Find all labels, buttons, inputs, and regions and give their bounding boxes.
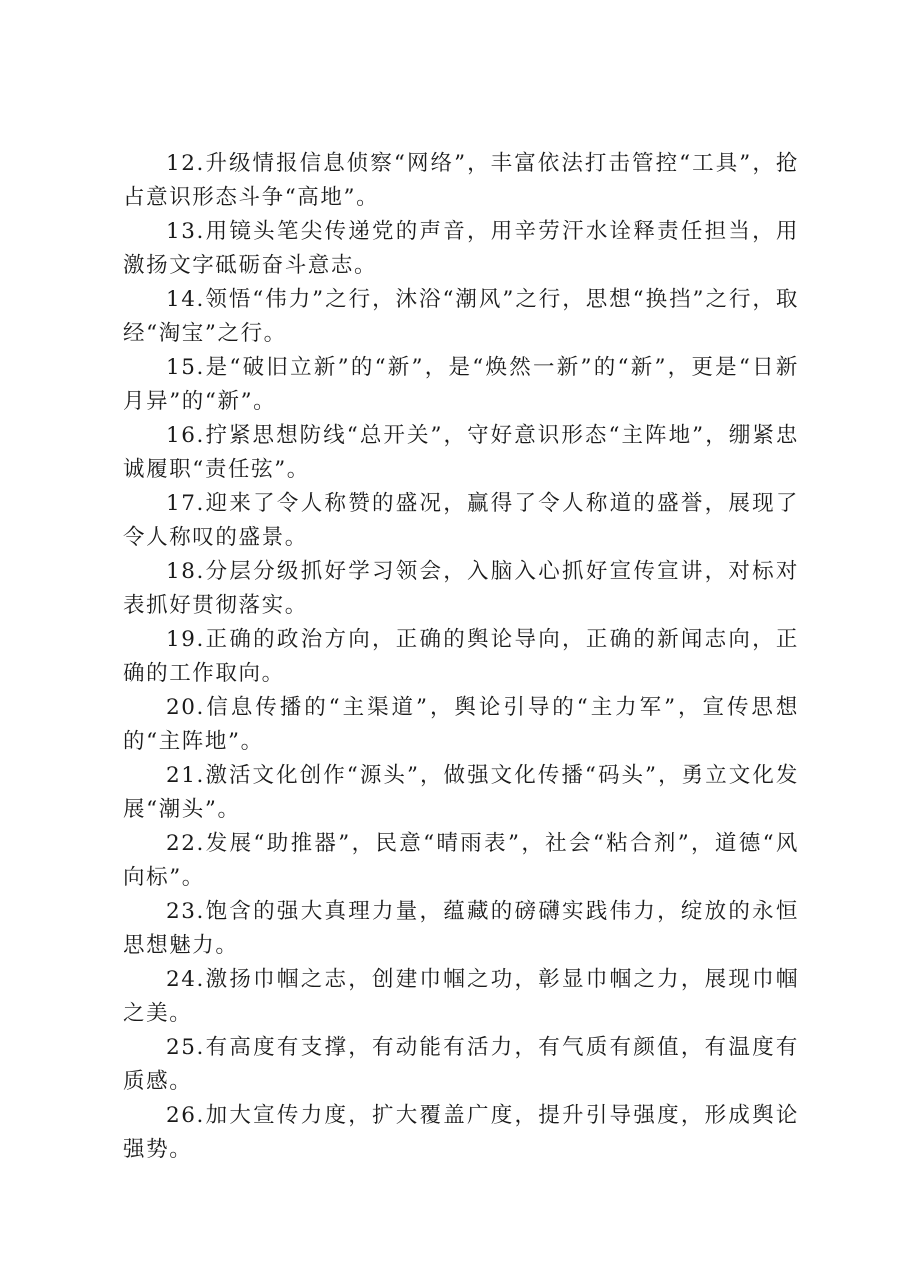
list-item: 18.分层分级抓好学习领会，入脑入心抓好宣传宣讲，对标对表抓好贯彻落实。 bbox=[123, 559, 799, 618]
list-item: 24.激扬巾帼之志，创建巾帼之功，彰显巾帼之力，展现巾帼之美。 bbox=[123, 967, 799, 1026]
list-item: 14.领悟“伟力”之行，沐浴“潮风”之行，思想“换挡”之行，取经“淘宝”之行。 bbox=[123, 287, 799, 346]
document-body bbox=[123, 147, 799, 1167]
list-item: 12.升级情报信息侦察“网络”，丰富依法打击管控“工具”，抢占意识形态斗争“高地”。 bbox=[123, 151, 799, 210]
list-item: 20.信息传播的“主渠道”，舆论引导的“主力军”，宣传思想的“主阵地”。 bbox=[123, 695, 799, 754]
list-item: 15.是“破旧立新”的“新”，是“焕然一新”的“新”，更是“日新月异”的“新”。 bbox=[123, 355, 799, 414]
list-item: 23.饱含的强大真理力量，蕴藏的磅礴实践伟力，绽放的永恒思想魅力。 bbox=[123, 899, 799, 958]
list-item: 16.拧紧思想防线“总开关”，守好意识形态“主阵地”，绷紧忠诚履职“责任弦”。 bbox=[123, 423, 799, 482]
list-item: 19.正确的政治方向，正确的舆论导向，正确的新闻志向，正确的工作取向。 bbox=[123, 627, 799, 686]
list-item: 13.用镜头笔尖传递党的声音，用辛劳汗水诠释责任担当，用激扬文字砥砺奋斗意志。 bbox=[123, 219, 799, 278]
list-item: 22.发展“助推器”，民意“晴雨表”，社会“粘合剂”，道德“风向标”。 bbox=[123, 831, 799, 890]
list-item: 25.有高度有支撑，有动能有活力，有气质有颜值，有温度有质感。 bbox=[123, 1035, 799, 1094]
list-item: 26.加大宣传力度，扩大覆盖广度，提升引导强度，形成舆论强势。 bbox=[123, 1103, 799, 1162]
list-item: 17.迎来了令人称赞的盛况，赢得了令人称道的盛誉，展现了令人称叹的盛景。 bbox=[123, 491, 799, 550]
list-item: 21.激活文化创作“源头”，做强文化传播“码头”，勇立文化发展“潮头”。 bbox=[123, 763, 799, 822]
